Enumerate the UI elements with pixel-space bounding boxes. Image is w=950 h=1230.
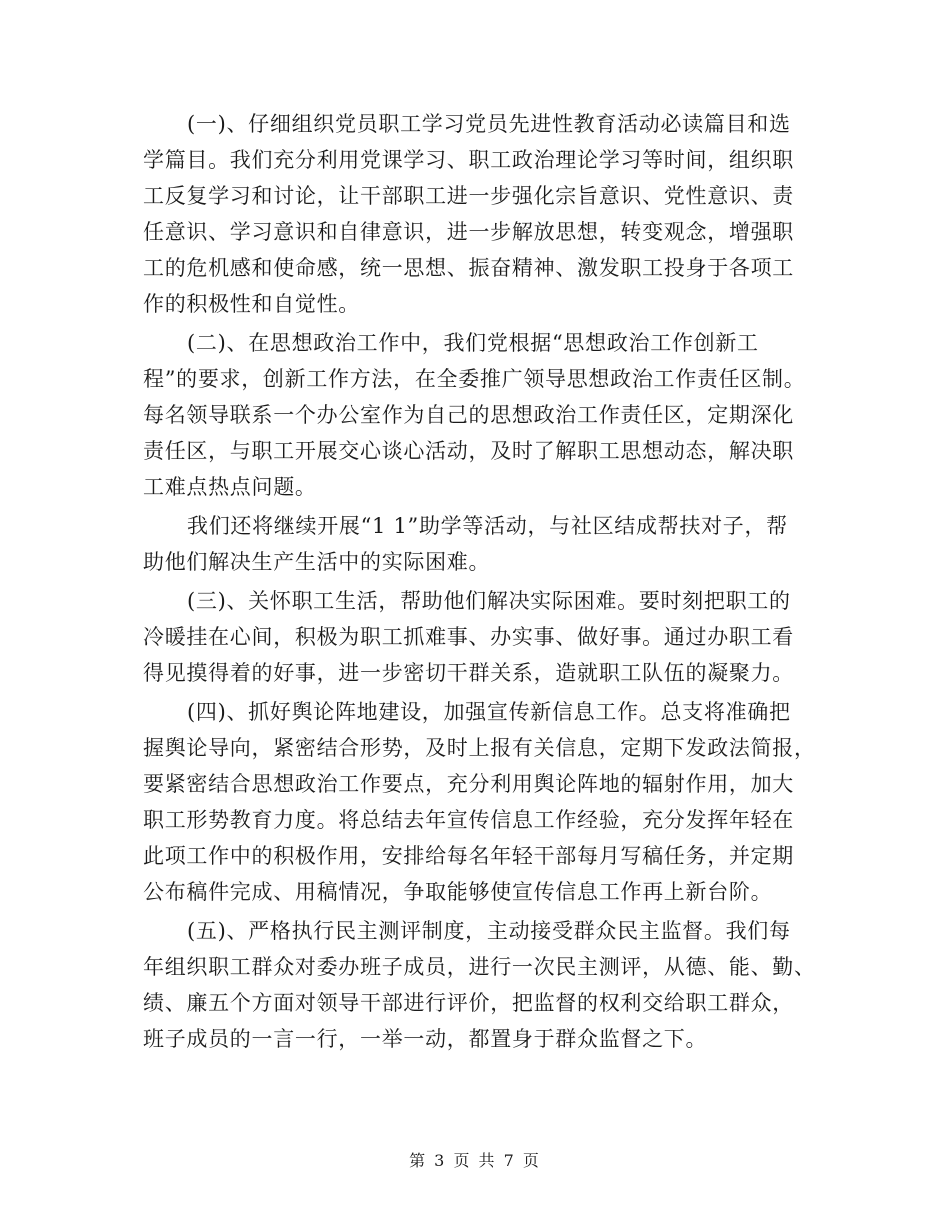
- paragraph-line: (一)、仔细组织党员职工学习党员先进性教育活动必读篇目和选: [187, 112, 791, 136]
- paragraph-line: 握舆论导向，紧密结合形势，及时上报有关信息，定期下发政法简报，: [143, 736, 816, 760]
- paragraph-line: 此项工作中的积极作用，安排给每名年轻干部每月写稿任务，并定期: [143, 844, 794, 868]
- page-number-footer: 第 3 页 共 7 页: [409, 1151, 541, 1170]
- paragraph-line: 年组织职工群众对委办班子成员，进行一次民主测评，从德、能、勤、: [143, 955, 816, 979]
- paragraph-line: 职工形势教育力度。将总结去年宣传信息工作经验，充分发挥年轻在: [143, 808, 794, 832]
- paragraph-line: 我们还将继续开展“1 1”助学等活动，与社区结成帮扶对子，帮: [187, 514, 788, 538]
- paragraph-6: [143, 913, 816, 1057]
- paragraph-line: 作的积极性和自觉性。: [143, 292, 360, 316]
- document-body: [143, 106, 816, 1057]
- paragraph-line: 工的危机感和使命感，统一思想、振奋精神、激发职工投身于各项工: [143, 256, 794, 280]
- paragraph-1: [143, 106, 811, 322]
- paragraph-line: 工难点热点问题。: [143, 475, 317, 499]
- paragraph-line: 工反复学习和讨论，让干部职工进一步强化宗旨意识、党性意识、责: [143, 184, 794, 208]
- paragraph-line: 任意识、学习意识和自律意识，进一步解放思想，转变观念，增强职: [143, 220, 794, 244]
- paragraph-line: 要紧密结合思想政治工作要点，充分利用舆论阵地的辐射作用，加大: [143, 772, 794, 796]
- paragraph-line: (四)、抓好舆论阵地建设，加强宣传新信息工作。总支将准确把: [187, 700, 791, 724]
- paragraph-5: [143, 694, 816, 910]
- paragraph-line: 公布稿件完成、用稿情况，争取能够使宣传信息工作再上新台阶。: [143, 880, 773, 904]
- paragraph-line: 程”的要求，创新工作方法，在全委推广领导思想政治工作责任区制。: [143, 367, 806, 391]
- paragraph-line: 得见摸得着的好事，进一步密切干群关系，造就职工队伍的凝聚力。: [143, 661, 794, 685]
- paragraph-line: 学篇目。我们充分利用党课学习、职工政治理论学习等时间，组织职: [143, 148, 794, 172]
- paragraph-line: (二)、在思想政治工作中，我们党根据“思想政治工作创新工: [187, 331, 759, 355]
- paragraph-line: (三)、关怀职工生活，帮助他们解决实际困难。要时刻把职工的: [187, 589, 791, 613]
- paragraph-line: 班子成员的一言一行，一举一动，都置身于群众监督之下。: [143, 1027, 708, 1051]
- paragraph-line: 责任区，与职工开展交心谈心活动，及时了解职工思想动态，解决职: [143, 439, 794, 463]
- paragraph-line: 每名领导联系一个办公室作为自己的思想政治工作责任区，定期深化: [143, 403, 794, 427]
- paragraph-line: 助他们解决生产生活中的实际困难。: [143, 550, 491, 574]
- paragraph-2: [143, 325, 811, 505]
- paragraph-line: (五)、严格执行民主测评制度，主动接受群众民主监督。我们每: [187, 919, 791, 943]
- paragraph-4: [143, 583, 811, 691]
- paragraph-3: [143, 508, 811, 580]
- paragraph-line: 冷暖挂在心间，积极为职工抓难事、办实事、做好事。通过办职工看: [143, 625, 794, 649]
- paragraph-line: 绩、廉五个方面对领导干部进行评价，把监督的权利交给职工群众，: [143, 991, 794, 1015]
